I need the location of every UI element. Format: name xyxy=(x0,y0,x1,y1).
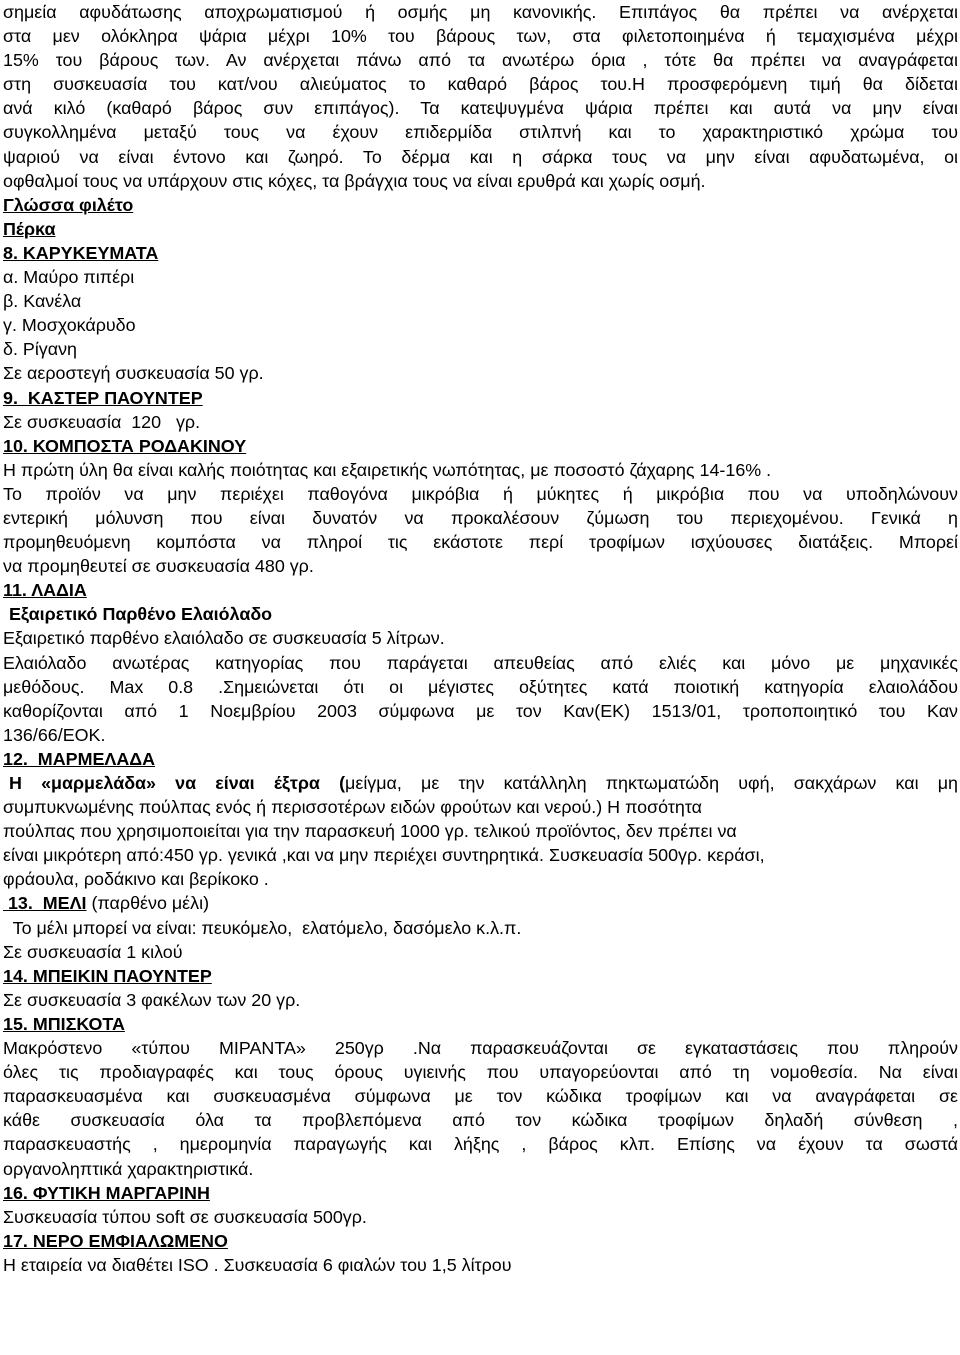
section-13-heading-line xyxy=(3,891,958,915)
section-heading-8: 8. ΚΑΡΥΚΕΥΜΑΤΑ xyxy=(3,242,159,263)
jam-paragraph xyxy=(3,795,958,891)
spice-item: β. Κανέλα xyxy=(3,291,82,312)
section-heading-12: 12. ΜΑΡΜΕΛΑΔΑ xyxy=(3,748,156,769)
paragraph-line: Το προϊόν να μην περιέχει παθογόνα μικρόβια ή μύκητες ή μικρόβια που να υποδηλώνουν xyxy=(3,483,958,504)
packaging-text: Συσκευασία τύπου soft σε συσκευασία 500γρ. xyxy=(3,1206,367,1227)
paragraph-line: 136/66/ΕΟΚ. xyxy=(3,724,106,745)
paragraph-line: Η πρώτη ύλη θα είναι καλής ποιότητας και εξαιρετικής νωπότητας, με ποσοστό ζάχαρης 14-16% . xyxy=(3,459,772,480)
section-heading-16: 16. ΦΥΤΙΚΗ ΜΑΡΓΑΡΙΝΗ xyxy=(3,1182,210,1203)
paragraph-line: πούλπας που χρησιμοποιείται για την παρασκευή 1000 γρ. τελικού προϊόντος, δεν πρέπει να xyxy=(3,821,737,842)
section-heading-13: 13. ΜΕΛΙ xyxy=(3,893,87,914)
jam-first-line xyxy=(3,771,958,795)
fish-item-glossa: Γλώσσα φιλέτο xyxy=(3,194,134,215)
paragraph-line: συμπυκνωμένης πούλπας ενός ή περισσοτέρων ειδών φρούτων και νερού.) Η ποσότητα xyxy=(3,797,703,818)
section-heading-9: 9. ΚΑΣΤΕΡ ΠΑΟΥΝΤΕΡ xyxy=(3,387,203,408)
packaging-text: Εξαιρετικό παρθένο ελαιόλαδο σε συσκευασία 5 λίτρων. xyxy=(3,628,445,649)
paragraph-line: στη συσκευασία του κατ/νου αλιεύματος το καθαρό βάρος του.Η προσφερόμενη τιμή θα δίδεται xyxy=(3,74,958,95)
section-heading-11: 11. ΛΑΔΙΑ xyxy=(3,580,87,601)
jam-bold-lead: Η «μαρμελάδα» να είναι έξτρα ( xyxy=(9,773,346,793)
paragraph-line: 15% του βάρους των. Αν ανέρχεται πάνω από τα ανωτέρω όρια , τότε θα πρέπει να αναγράφεται xyxy=(3,50,958,71)
section-heading-14: 14. ΜΠΕΙΚΙΝ ΠΑΟΥΝΤΕΡ xyxy=(3,965,212,986)
paragraph-line: να προμηθευτεί σε συσκευασία 480 γρ. xyxy=(3,556,314,577)
paragraph-line: καθορίζονται από 1 Νοεμβρίου 2003 σύμφωνα με τον Καν(ΕΚ) 1513/01, τροποποιητικό του Καν xyxy=(3,700,958,721)
paragraph-line: μεθόδους. Max 0.8 .Σημειώνεται ότι οι μέγιστες οξύτητες κατά ποιοτική κατηγορία ελαιολάδου xyxy=(3,676,958,697)
paragraph-line: κάθε συσκευασία όλα τα προβλεπόμενα από τον κώδικα τροφίμων δηλαδή σύνθεση , xyxy=(3,1110,958,1131)
paragraph-line: όλες τις προδιαγραφές και τους όρους υγιεινής που υπαγορεύονται από τη νομοθεσία. Να είναι xyxy=(3,1062,958,1083)
paragraph-line: στα μεν ολόκληρα ψάρια μέχρι 10% του βάρους των, στα φιλετοποιημένα ή τεμαχισμένα μέχρι xyxy=(3,26,958,47)
paragraph-line: συγκολλημένα μεταξύ τους να έχουν επιδερμίδα στιλπνή και το χαρακτηριστικό χρώμα του xyxy=(3,122,958,143)
paragraph-line: παρασκευασμένα και συσκευασμένα σύμφωνα με τον κώδικα τροφίμων και να αναγράφεται σε xyxy=(3,1086,958,1107)
compote-paragraph xyxy=(3,458,958,578)
paragraph-line: προμηθευόμενη κομπόστα να πληροί τις εκάστοτε περί τροφίμων ισχύουσες διατάξεις. Μπορεί xyxy=(3,532,958,553)
paragraph-line: ανά κιλό (καθαρό βάρος συν επιπάγος). Τα κατεψυγμένα ψάρια πρέπει και αυτά να μην είναι xyxy=(3,98,958,119)
paragraph-line: είναι μικρότερη από:450 γρ. γενικά ,και να μην περιέχει συντηρητικά. Συσκευασία 500γρ. κεράσι, xyxy=(3,845,765,866)
spice-item: α. Μαύρο πιπέρι xyxy=(3,267,135,288)
fish-item-perka: Πέρκα xyxy=(3,218,56,239)
paragraph-line: οφθαλμοί τους να υπάρχουν στις κόχες, τα βράγχια τους να είναι ερυθρά και χωρίς οσμή. xyxy=(3,170,706,191)
packaging-text: Η εταιρεία να διαθέτει ISO . Συσκευασία 6 φιαλών του 1,5 λίτρου xyxy=(3,1254,512,1275)
spice-item: δ. Ρίγανη xyxy=(3,339,77,360)
paragraph-line: σημεία αφυδάτωσης αποχρωματισμού ή οσμής μη κανονικής. Επιπάγος θα πρέπει να ανέρχεται xyxy=(3,2,958,22)
paragraph-line: φράουλα, ροδάκινο και βερίκοκο . xyxy=(3,869,269,890)
packaging-text: Σε αεροστεγή συσκευασία 50 γρ. xyxy=(3,363,264,384)
section-heading-17: 17. ΝΕΡΟ ΕΜΦΙΑΛΩΜΕΝΟ xyxy=(3,1230,228,1251)
packaging-text: Σε συσκευασία 1 κιλού xyxy=(3,941,183,962)
packaging-text: Σε συσκευασία 3 φακέλων των 20 γρ. xyxy=(3,989,301,1010)
jam-lead-rest: μείγμα, με την κατάλληλη πηκτωματώδη υφή, σακχάρων και μη xyxy=(345,773,958,793)
paragraph-line: Μακρόστενο «τύπου ΜΙΡΑΝΤΑ» 250γρ .Να παρασκευάζονται σε εγκαταστάσεις που πληρούν xyxy=(3,1038,958,1059)
fish-paragraph xyxy=(3,0,958,193)
paragraph-line: Ελαιόλαδο ανωτέρας κατηγορίας που παράγεται απευθείας από ελιές και μόνο με μηχανικές xyxy=(3,652,958,673)
document-body xyxy=(3,0,958,1277)
paragraph-line: οργανοληπτικά χαρακτηριστικά. xyxy=(3,1158,254,1179)
packaging-text: Σε συσκευασία 120 γρ. xyxy=(3,411,201,432)
paragraph-line: εντερική μόλυνση που είναι δυνατόν να προκαλέσουν ζύμωση του περιεχομένου. Γενικά η xyxy=(3,507,958,528)
biscuits-paragraph xyxy=(3,1036,958,1181)
paragraph-line: παρασκευαστής , ημερομηνία παραγωγής και λήξης , βάρος κλπ. Επίσης να έχουν τα σωστά xyxy=(3,1134,958,1155)
section-heading-15: 15. ΜΠΙΣΚΟΤΑ xyxy=(3,1013,125,1034)
section-heading-10: 10. ΚΟΜΠΟΣΤΑ ΡΟΔΑΚΙΝΟΥ xyxy=(3,435,247,456)
oil-paragraph xyxy=(3,651,958,747)
oil-subheading: Εξαιρετικό Παρθένο Ελαιόλαδο xyxy=(9,604,273,625)
paragraph-line: ψαριού να είναι έντονο και ζωηρό. Το δέρμα και η σάρκα τους να μην είναι αφυδατωμένα, οι xyxy=(3,146,958,167)
honey-note: (παρθένο μέλι) xyxy=(86,893,210,914)
honey-types: Το μέλι μπορεί να είναι: πευκόμελο, ελατόμελο, δασόμελο κ.λ.π. xyxy=(3,917,522,938)
spice-item: γ. Μοσχοκάρυδο xyxy=(3,315,136,336)
